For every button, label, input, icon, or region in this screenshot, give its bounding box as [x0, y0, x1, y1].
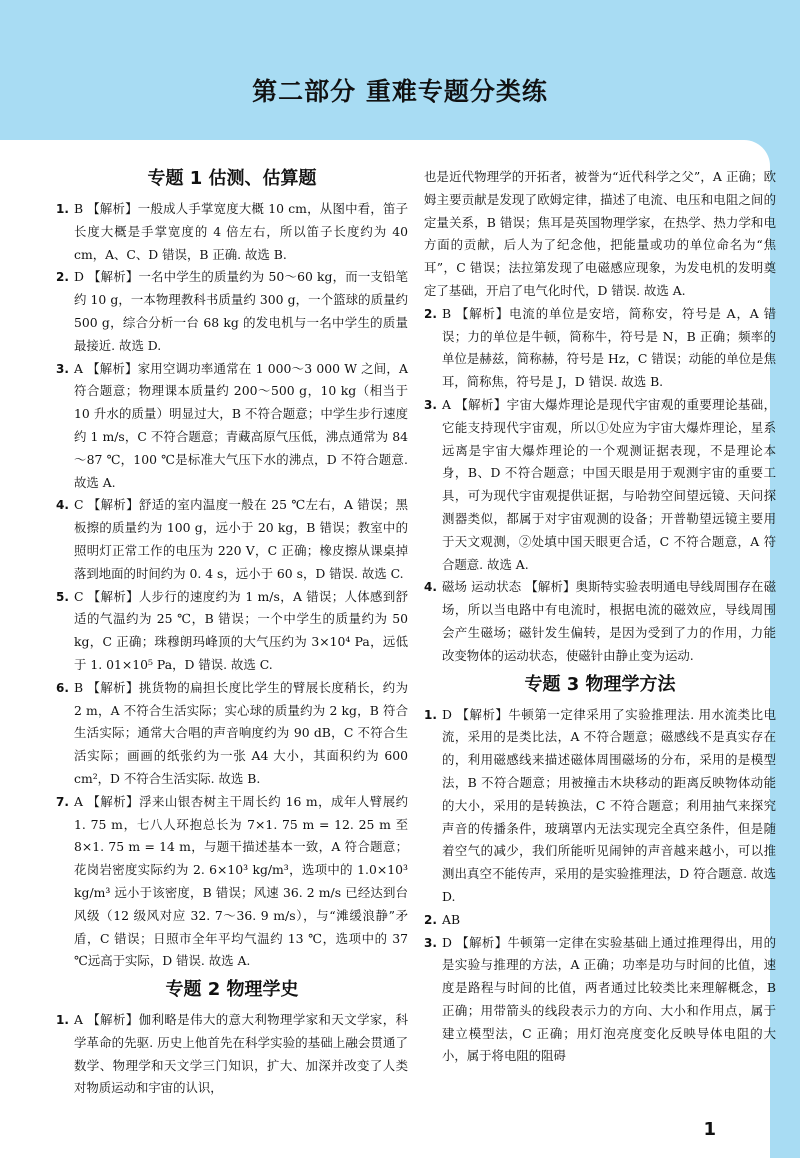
item-text: D 【解析】牛顿第一定律在实验基础上通过推理得出，用的是实验与推理的方法，A 正确；功率是功与时间的比值，速度是路程与时间的比值，两者通过比较类比来理解概念，B 正确；用带箭头的线段表示力的方向、大小和作用点，属于建立模型法，C 正确；用灯泡亮度变化反映导体电阻的大小，属于将电阻的阻碍 [442, 934, 776, 1064]
item-number: 6. [56, 680, 69, 695]
continued-text: 也是近代物理学的开拓者，被誉为“近代科学之父”，A 正确；欧姆主要贡献是发现了欧姆定律，描述了电流、电压和电阻之间的定量关系，B 错误；焦耳是英国物理学家，在热学、热力学和电方面的贡献，后人为了纪念他，把能量或功的单位命名为“焦耳”，C 错误；法拉第发现了电磁感应现象，为发电机的发明奠定了基础，开启了电气化时代，D 错误. 故选 A. [424, 169, 776, 298]
right-column [424, 166, 776, 1068]
answer-item [424, 909, 776, 932]
item-text: A 【解析】宇宙大爆炸理论是现代宇宙观的重要理论基础，它能支持现代宇宙观，所以①处应为宇宙大爆炸理论，星系远离是宇宙大爆炸理论的一个观测证据表现，不是理论本身，B、D 不符合题意；中国天眼是用于观测宇宙的重要工具，可为现代宇宙观提供证据，与哈勃空间望远镜、天问探测器类似，都属于对宇宙观测的设备；开普勒望远镜主要用于天文观测，②处填中国天眼更合适，C 不符合题意，A 符合题意. 故选 A. [442, 396, 776, 572]
item-number: 1. [56, 202, 69, 216]
item-text: B 【解析】挑货物的扁担长度比学生的臂展长度稍长，约为 2 m，A 不符合生活实际；实心球的质量约为 2 kg，B 符合生活实际；通常大合唱的声音响度约为 90 dB，C 不符合生活实际；画画的纸张约为一张 A4 大小，其面积约为 600 cm²，D 不符合生活实际. 故选 B. [74, 679, 408, 786]
answer-item [424, 303, 776, 394]
section-title: 专题 1 估测、估算题 [147, 168, 317, 189]
answer-item [56, 358, 408, 495]
item-number: 2. [424, 912, 437, 927]
content-card [0, 140, 776, 1158]
answer-item [56, 677, 408, 791]
answer-item [424, 394, 776, 576]
item-text: C 【解析】人步行的速度约为 1 m/s，A 错误；人体感到舒适的气温约为 25 ℃，B 错误；一个中学生的质量约为 50 kg，C 正确；珠穆朗玛峰顶的大气压约为 3×10⁴ Pa，远低于 1. 01×10⁵ Pa，D 错误. 故选 C. [74, 588, 408, 672]
item-number: 3. [56, 361, 69, 376]
answer-item [56, 1009, 408, 1100]
item-number: 3. [424, 397, 437, 412]
item-text: D 【解析】一名中学生的质量约为 50～60 kg，而一支铅笔约 10 g，一本物理教科书质量约 300 g，一个篮球的质量约 500 g，综合分析一台 68 kg 的发电机与一名中学生的质量最接近. 故选 D. [74, 269, 408, 353]
item-text: A 【解析】浮来山银杏树主干周长约 16 m，成年人臂展约 1. 75 m，七八人环抱总长为 7×1. 75 m = 12. 25 m 至 8×1. 75 m = 14 m，与题干描述基本一致，A 符合题意；花岗岩密度实际约为 2. 6×10³ kg/m³，选项中的 1.0×10³ kg/m³ 远小于该密度，B 错误；风速 36. 2 m/s 已经达到台风级（12 级风对应 32. 7～36. 9 m/s），与“滩缓浪静”矛盾，C 错误；日照市全年平均气温约 13 ℃，选项中的 37 ℃远高于实际，D 错误. 故选 A. [74, 793, 408, 969]
item-number: 1. [424, 707, 437, 722]
item-text: 磁场 运动状态 【解析】奥斯特实验表明通电导线周围存在磁场，所以当电路中有电流时，根据电流的磁效应，导线周围会产生磁场；磁针发生偏转，是因为受到了力的作用，力能改变物体的运动状态，使磁针由静止变为运动. [442, 579, 776, 663]
item-number: 1. [56, 1013, 69, 1028]
item-number: 5. [56, 589, 69, 604]
answer-item [56, 198, 408, 266]
answer-item [56, 494, 408, 585]
item-text: D 【解析】牛顿第一定律采用了实验推理法. 用水流类比电流，采用的是类比法，A 不符合题意；磁感线不是真实存在的，利用磁感线来描述磁体周围磁场的分布，采用的是模型法，B 不符合题意；用被撞击木块移动的距离反映物体动能的大小，采用的是转换法，C 不符合题意；利用抽气来探究声音的传播条件，玻璃罩内无法实现完全真空条件，但是随着空气的减少，我们所能听见闹钟的声音越来越小，可以推测出真空不能传声，采用的是实验推理法，D 符合题意. 故选 D. [442, 706, 776, 904]
item-number: 2. [56, 270, 69, 285]
answer-item [56, 266, 408, 357]
answer-item [56, 586, 408, 677]
page-header [0, 0, 800, 150]
item-number: 2. [424, 306, 437, 321]
item-number: 4. [56, 498, 69, 513]
item-text: A 【解析】家用空调功率通常在 1 000～3 000 W 之间，A 符合题意；物理课本质量约 200～500 g，10 kg（相当于 10 升水的质量）明显过大，B 不符合题意；中学生步行速度约 1 m/s，C 不符合题意；青藏高原气压低，沸点通常为 84～87 ℃，100 ℃是标准大气压下水的沸点，D 不符合题意. 故选 A. [74, 360, 408, 490]
item-number: 4. [424, 580, 437, 595]
item-text: B 【解析】电流的单位是安培，简称安，符号是 A，A 错误；力的单位是牛顿，简称牛，符号是 N，B 正确；频率的单位是赫兹，简称赫，符号是 Hz，C 错误；动能的单位是焦耳，简称焦，符号是 J，D 错误. 故选 B. [442, 305, 776, 390]
page-title: 第二部分 重难专题分类练 [252, 77, 548, 106]
answer-item [56, 791, 408, 973]
item-text: AB [442, 911, 461, 927]
answer-item [424, 932, 776, 1069]
answer-item [424, 576, 776, 667]
item-text: B 【解析】一般成人手掌宽度大概 10 cm，从图中看，笛子长度大概是手掌宽度的 4 倍左右，所以笛子长度约为 40 cm，A、C、D 错误，B 正确. 故选 B. [74, 201, 408, 262]
page-number: 1 [703, 1119, 716, 1140]
item-number: 3. [424, 935, 437, 950]
item-number: 7. [56, 794, 69, 809]
answer-item [424, 704, 776, 909]
item-text: A 【解析】伽利略是伟大的意大利物理学家和天文学家，科学革命的先驱. 历史上他首先在科学实验的基础上融会贯通了数学、物理学和天文学三门知识，扩大、加深并改变了人类对物质运动和宇宙的认识， [74, 1012, 408, 1096]
section-title: 专题 3 物理学方法 [524, 673, 676, 695]
left-column [56, 162, 408, 1100]
item-text: C 【解析】舒适的室内温度一般在 25 ℃左右，A 错误；黑板擦的质量约为 100 g，远小于 20 kg，B 错误；教室中的照明灯正常工作的电压为 220 V，C 正确；橡皮擦从课桌掉落到地面的时间约为 0. 4 s，远小于 60 s，D 错误. 故选 C. [74, 497, 408, 581]
section-title: 专题 2 物理学史 [165, 979, 299, 1001]
